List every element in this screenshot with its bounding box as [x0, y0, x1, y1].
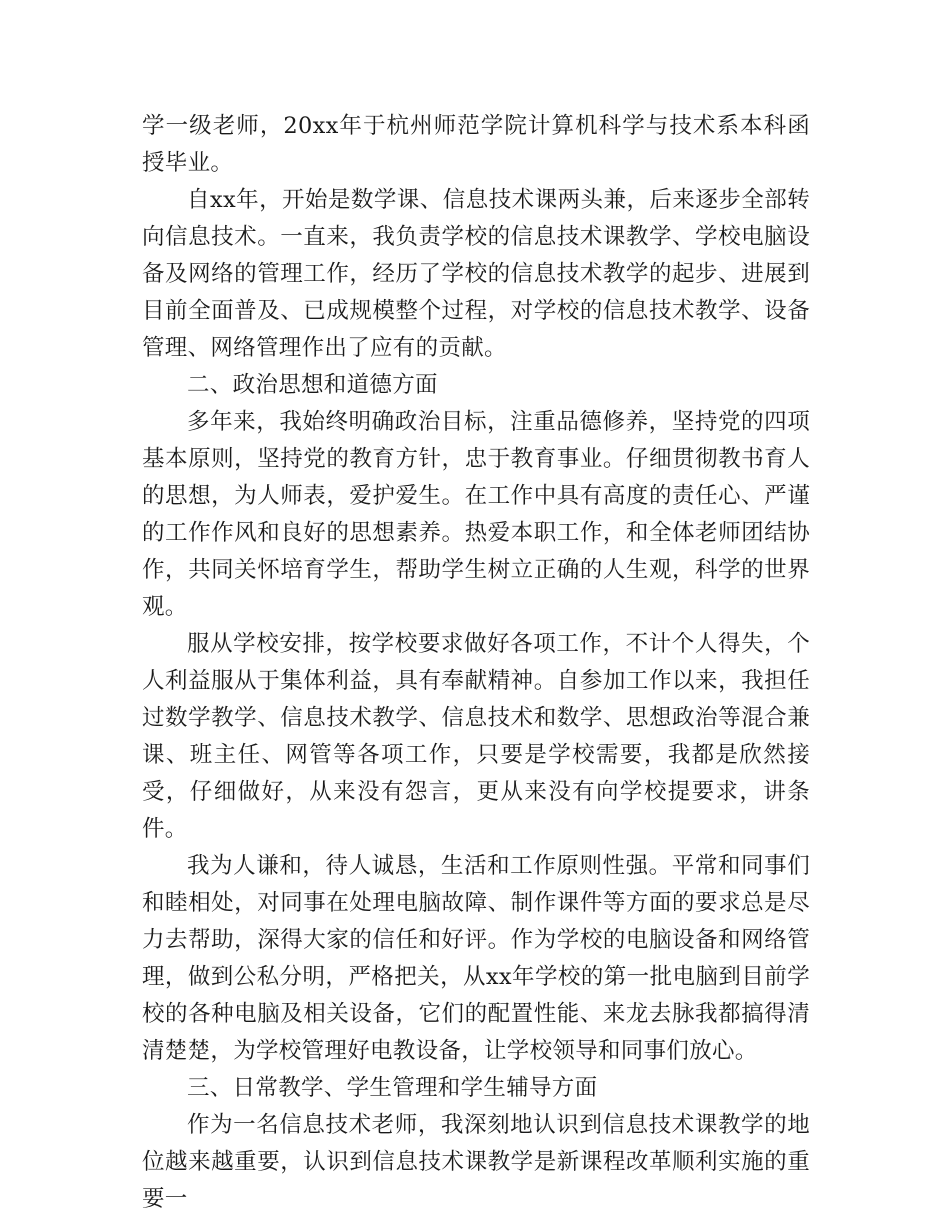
- paragraph-3: 多年来，我始终明确政治目标，注重品德修养，坚持党的四项基本原则，坚持党的教育方针，忠于教育事业。仔细贯彻教书育人的思想，为人师表，爱护爱生。在工作中具有高度的责任心、严谨的工作作风和良好的思想素养。热爱本职工作，和全体老师团结协作，共同关怀培育学生，帮助学生树立正确的人生观，科学的世界观。: [142, 409, 810, 620]
- paragraph-1: 学一级老师，20xx年于杭州师范学院计算机科学与技术系本科函授毕业。: [142, 113, 810, 176]
- section-heading-2: 二、政治思想和道德方面: [187, 372, 438, 398]
- document-body: [142, 108, 810, 1218]
- paragraph-6: 作为一名信息技术老师，我深刻地认识到信息技术课教学的地位越来越重要，认识到信息技术课教学是新课程改革顺利实施的重要一: [142, 1112, 810, 1212]
- section-heading-3: 三、日常教学、学生管理和学生辅导方面: [187, 1075, 598, 1101]
- paragraph-5: 我为人谦和，待人诚恳，生活和工作原则性强。平常和同事们和睦相处，对同事在处理电脑故障、制作课件等方面的要求总是尽力去帮助，深得大家的信任和好评。作为学校的电脑设备和网络管理，做到公私分明，严格把关，从xx年学校的第一批电脑到目前学校的各种电脑及相关设备，它们的配置性能、来龙去脉我都搞得清清楚楚，为学校管理好电教设备，让学校领导和同事们放心。: [142, 853, 810, 1064]
- paragraph-4: 服从学校安排，按学校要求做好各项工作，不计个人得失，个人利益服从于集体利益，具有奉献精神。自参加工作以来，我担任过数学教学、信息技术教学、信息技术和数学、思想政治等混合兼课、班主任、网管等各项工作，只要是学校需要，我都是欣然接受，仔细做好，从来没有怨言，更从来没有向学校提要求，讲条件。: [142, 631, 810, 842]
- paragraph-2: 自xx年，开始是数学课、信息技术课两头兼，后来逐步全部转向信息技术。一直来，我负责学校的信息技术课教学、学校电脑设备及网络的管理工作，经历了学校的信息技术教学的起步、进展到目前全面普及、已成规模整个过程，对学校的信息技术教学、设备管理、网络管理作出了应有的贡献。: [142, 187, 810, 361]
